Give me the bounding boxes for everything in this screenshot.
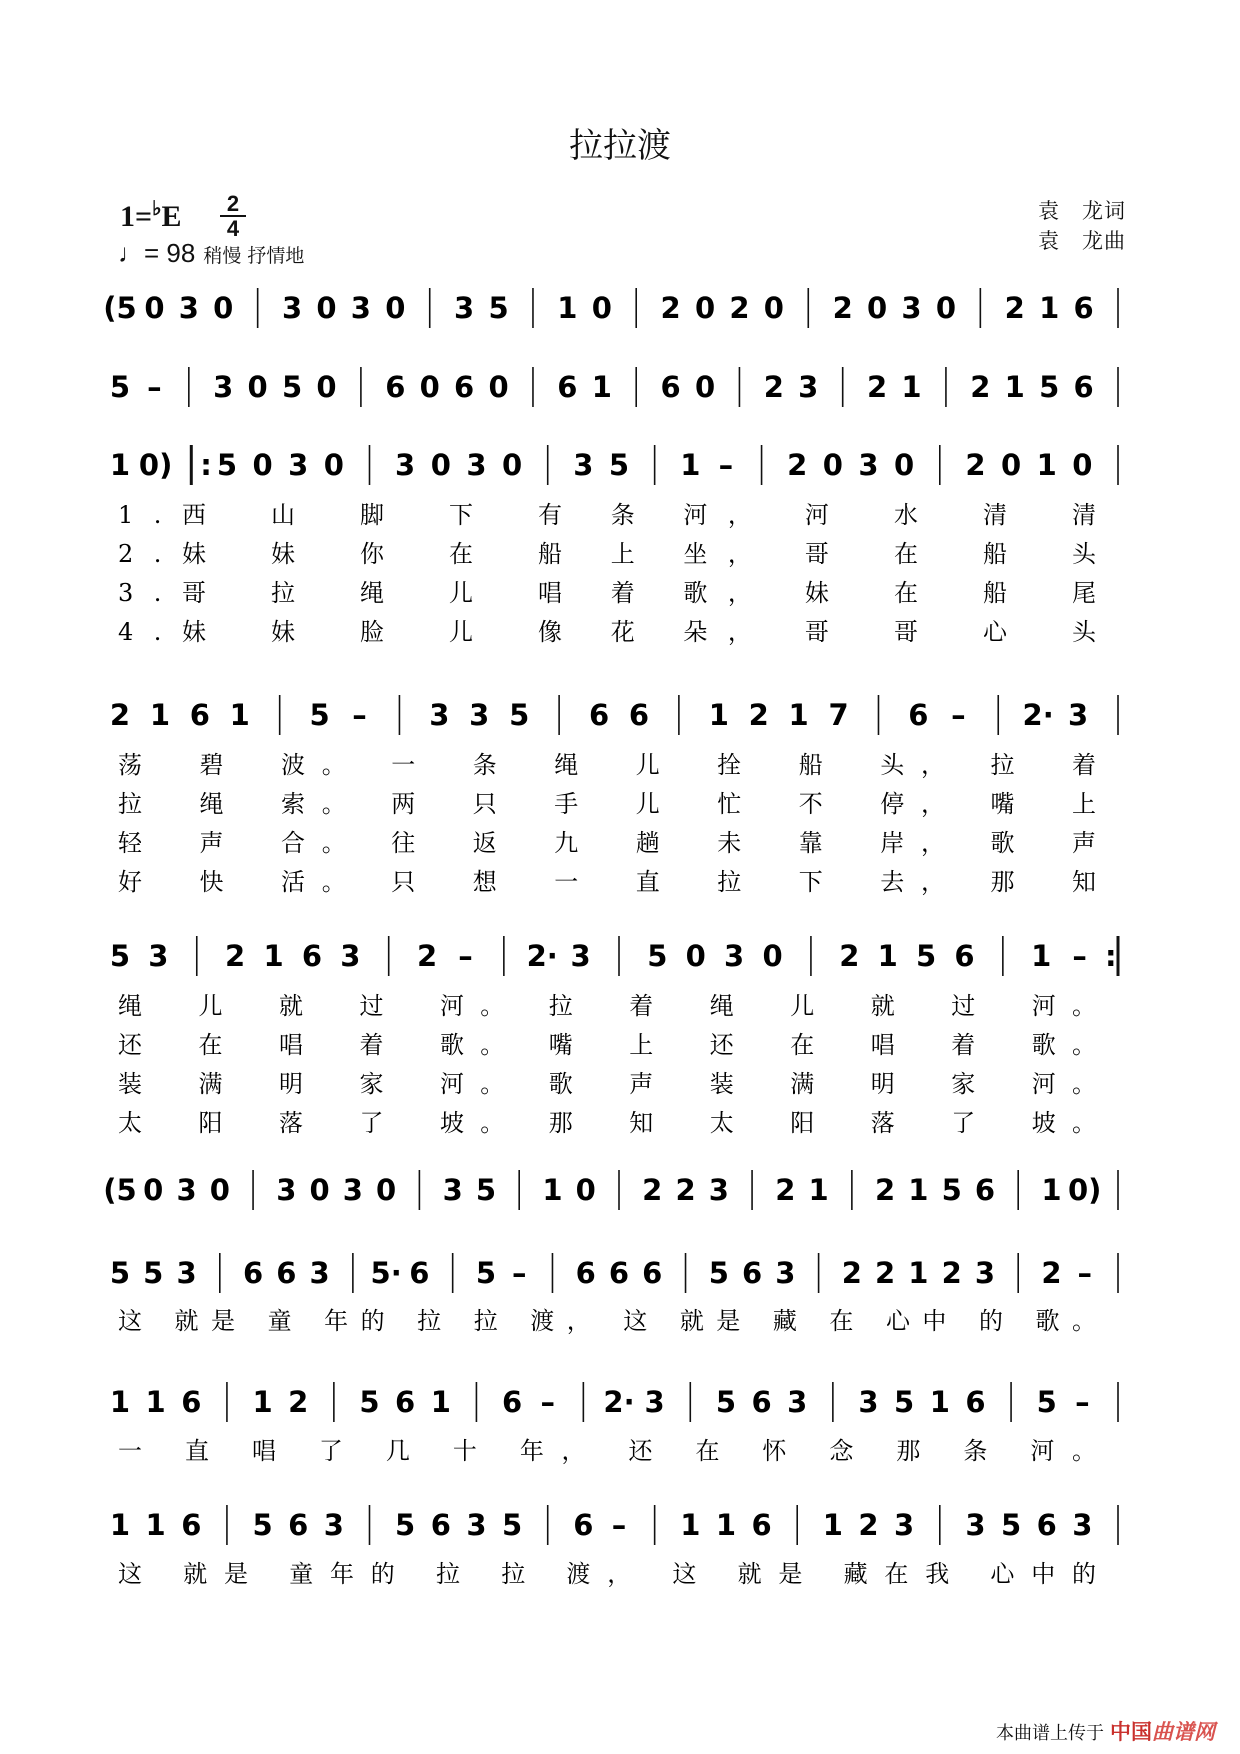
repeat-dots: : (200, 448, 212, 482)
note: 2· (1022, 698, 1054, 732)
note: 3 (429, 698, 450, 732)
note: 6 (288, 1508, 309, 1542)
note: 1 (1039, 291, 1060, 325)
note: 2 (965, 448, 986, 482)
note: 0 (1072, 448, 1093, 482)
note: 3 (340, 939, 361, 973)
note: 3 (570, 939, 591, 973)
note: 1 (145, 1385, 166, 1419)
note: 1 (109, 448, 131, 482)
note: 1 (680, 448, 701, 482)
note: 1 (557, 291, 578, 325)
note: 5 (109, 939, 131, 973)
note: 5 (488, 291, 509, 325)
time-signature-bottom: 4 (226, 216, 240, 241)
note: 5 (715, 1385, 737, 1419)
note: 0 (1000, 448, 1022, 482)
note: (5 (103, 291, 137, 325)
note: 5 (109, 1256, 131, 1290)
note: 2 (867, 370, 888, 404)
note: 3 (176, 1173, 197, 1207)
note: 5 (395, 1508, 416, 1542)
lyric-line: 拉 绳 索。 两 只 手 儿 忙 不 停， 嘴 上 (118, 790, 1096, 818)
note: 1 (149, 698, 171, 732)
note: 0 (252, 448, 273, 482)
note: 1 (145, 1508, 166, 1542)
note: 5 (1036, 1385, 1057, 1419)
lyric-line: 还 在 唱 着 歌。 嘴 上 还 在 唱 着 歌。 (118, 1031, 1096, 1059)
note: 6 (608, 1256, 630, 1290)
note: 3 (323, 1508, 344, 1542)
site-logo: 中国 (1110, 1720, 1152, 1744)
flat-icon: ♭ (152, 198, 162, 220)
note: 1 (822, 1508, 843, 1542)
note: 6 (588, 698, 610, 732)
note: – (951, 698, 966, 732)
note: 0 (385, 291, 406, 325)
note: 2 (832, 291, 853, 325)
note: 6 (573, 1508, 594, 1542)
lyric-line: 绳 儿 就 过 河。 拉 着 绳 儿 就 过 河。 (118, 992, 1096, 1020)
note: – (511, 1256, 527, 1290)
note: 0 (762, 939, 783, 973)
note: – (540, 1385, 555, 1419)
note: 1 (901, 370, 922, 404)
note: 3 (724, 939, 745, 973)
note: 6 (741, 1256, 763, 1290)
note: 6 (181, 1508, 202, 1542)
note: 2 (642, 1173, 663, 1207)
note: 6 (575, 1256, 596, 1290)
note: 5 (143, 1256, 164, 1290)
note: 5 (708, 1256, 729, 1290)
note: 3 (901, 291, 922, 325)
note: 0 (591, 291, 612, 325)
note: – (1077, 1256, 1092, 1290)
note: (5 (103, 1173, 137, 1207)
note: 5 (647, 939, 668, 973)
note: – (718, 448, 734, 482)
lyric-line: 一 直 唱 了 几 十 年， 还 在 怀 念 那 条 河。 (118, 1437, 1096, 1465)
note: 1 (715, 1508, 737, 1542)
note: 3 (775, 1256, 796, 1290)
note: 6 (409, 1256, 430, 1290)
note: 0 (213, 291, 234, 325)
note: 0 (822, 448, 843, 482)
note: 0 (694, 370, 716, 404)
note: 5 (109, 370, 131, 404)
note: 3 (350, 291, 371, 325)
note: 2 (763, 370, 784, 404)
note: 0 (575, 1173, 596, 1207)
note: 3 (213, 370, 234, 404)
note: 5 (941, 1173, 962, 1207)
note: 1 (708, 698, 729, 732)
note: 6 (395, 1385, 416, 1419)
lyric-line: 4.妹 妹 脸 儿 像 花 朵， 哥 哥 心 头 (118, 618, 1096, 646)
page-title: 拉拉渡 (569, 126, 671, 166)
note: 5 (1039, 370, 1060, 404)
note: 5 (608, 448, 630, 482)
note: 5 (359, 1385, 380, 1419)
note: 1 (1004, 370, 1025, 404)
note: 6 (660, 370, 681, 404)
note: 3 (798, 370, 819, 404)
note: 5· (370, 1256, 402, 1290)
note: 2 (775, 1173, 796, 1207)
note: – (352, 698, 367, 732)
note: 2 (858, 1508, 879, 1542)
note: 3 (965, 1508, 986, 1542)
note: 5 (281, 370, 303, 404)
repeat-dots: : (1105, 939, 1117, 973)
note: 0 (419, 370, 440, 404)
note: 0 (763, 291, 784, 325)
note: 6 (1073, 291, 1094, 325)
note: 3 (894, 1508, 915, 1542)
note: 3 (708, 1173, 729, 1207)
note: 1 (680, 1508, 701, 1542)
note: 2· (603, 1385, 635, 1419)
lyric-line: 装 满 明 家 河。 歌 声 装 满 明 家 河。 (118, 1070, 1096, 1098)
note: 6 (1036, 1508, 1057, 1542)
note: 1 (1036, 448, 1057, 482)
key-prefix: 1= (120, 200, 153, 233)
note: 6 (751, 1385, 772, 1419)
key-note: E (161, 200, 182, 233)
note: 2 (839, 939, 860, 973)
note: 5 (475, 1256, 497, 1290)
note: 1 (252, 1385, 273, 1419)
note: 0 (430, 448, 451, 482)
note: 3 (974, 1256, 996, 1290)
footer (996, 1716, 1215, 1746)
note: 3 (466, 448, 487, 482)
quarter-note-icon: ♩ (118, 238, 144, 268)
note: 1 (808, 1173, 829, 1207)
note: 5 (1000, 1508, 1022, 1542)
note: 5 (894, 1385, 915, 1419)
note: 3 (148, 939, 169, 973)
note: 0 (867, 291, 888, 325)
note: 2· (526, 939, 558, 973)
site-logo-suffix: 曲谱网 (1152, 1720, 1215, 1744)
note: 3 (644, 1385, 665, 1419)
note: 2 (875, 1256, 896, 1290)
note: 1 (542, 1173, 563, 1207)
note: 2 (109, 698, 131, 732)
note: 3 (342, 1173, 363, 1207)
note: 2 (225, 939, 246, 973)
note: 6 (965, 1385, 986, 1419)
note: 6 (189, 698, 210, 732)
note: 3 (858, 1385, 879, 1419)
note: 0) (138, 448, 173, 482)
note: 6 (276, 1256, 297, 1290)
lyric-line: 好 快 活。 只 想 一 直 拉 下 去， 那 知 (118, 868, 1096, 896)
note: 5 (509, 698, 530, 732)
note: 3 (454, 291, 475, 325)
note: 3 (469, 698, 490, 732)
note: 6 (385, 370, 406, 404)
note: 6 (242, 1256, 264, 1290)
note: 6 (181, 1385, 202, 1419)
note: 2 (660, 291, 681, 325)
note: 6 (974, 1173, 996, 1207)
note: 0 (144, 291, 165, 325)
note: 0 (894, 448, 915, 482)
note: 2 (748, 698, 769, 732)
footer-text: 本曲谱上传于 (996, 1723, 1104, 1744)
note: 3 (573, 448, 594, 482)
note: 0 (935, 291, 957, 325)
note: 6 (430, 1508, 451, 1542)
note: 0 (316, 370, 337, 404)
note: 6 (454, 370, 475, 404)
lyric-line: 轻 声 合。 往 返 九 趟 未 靠 岸， 歌 声 (118, 829, 1096, 857)
note: 2 (416, 939, 438, 973)
note: 5 (475, 1173, 497, 1207)
note: 3 (309, 1256, 330, 1290)
note: – (611, 1508, 627, 1542)
note: 0 (488, 370, 509, 404)
note: 1 (908, 1173, 929, 1207)
note: 3 (176, 1256, 197, 1290)
note: 3 (1072, 1508, 1093, 1542)
note: 3 (281, 291, 303, 325)
note: 2 (1041, 1256, 1062, 1290)
note: 0 (323, 448, 344, 482)
note: 6 (751, 1508, 772, 1542)
lyric-line: 2.妹 妹 你 在 船 上 坐， 哥 在 船 头 (118, 540, 1096, 568)
lyric-line: 这 就是 童年的 拉 拉 渡， 这 就是 藏在我 心中的 (118, 1560, 1097, 1588)
note: 1 (1031, 939, 1052, 973)
note: – (1072, 939, 1087, 973)
note: 1 (109, 1385, 131, 1419)
note: 3 (276, 1173, 297, 1207)
note: 5 (309, 698, 330, 732)
note: 1 (908, 1256, 929, 1290)
note: 6 (908, 698, 929, 732)
time-signature-top: 2 (226, 191, 240, 216)
note: 2 (288, 1385, 309, 1419)
note: 0 (309, 1173, 330, 1207)
note: 1 (877, 939, 898, 973)
note: 6 (628, 698, 650, 732)
note: 3 (858, 448, 879, 482)
composer-credit: 袁 龙曲 (1038, 229, 1126, 253)
note: 2 (787, 448, 808, 482)
note: 6 (301, 939, 323, 973)
note: 3 (442, 1173, 463, 1207)
note: 5 (915, 939, 937, 973)
note: 6 (642, 1256, 663, 1290)
note: 1 (263, 939, 284, 973)
note: 3 (787, 1385, 808, 1419)
tempo-expression: 稍慢 抒情地 (203, 245, 305, 267)
lyric-line: 这 就是 童 年的 拉 拉 渡， 这 就是 藏 在 心中 的 歌。 (118, 1307, 1096, 1335)
note: 3 (466, 1508, 487, 1542)
note: 3 (1067, 698, 1089, 732)
note: – (147, 370, 162, 404)
note: 0 (376, 1173, 397, 1207)
note: 0) (1068, 1173, 1102, 1207)
lyric-line: 荡 碧 波。 一 条 绳 儿 拴 船 头， 拉 着 (118, 751, 1096, 779)
lyric-line: 3.哥 拉 绳 儿 唱 着 歌， 妹 在 船 尾 (118, 579, 1096, 607)
note: 6 (501, 1385, 523, 1419)
note: 5 (216, 448, 238, 482)
note: 6 (954, 939, 975, 973)
note: 3 (288, 448, 309, 482)
note: 0 (685, 939, 706, 973)
tempo-value: = 98 (144, 238, 196, 268)
lyricist-credit: 袁 龙词 (1038, 199, 1126, 223)
note: 2 (729, 291, 750, 325)
note: 6 (557, 370, 578, 404)
note: 1 (1041, 1173, 1062, 1207)
note: – (458, 939, 473, 973)
note: 5 (501, 1508, 523, 1542)
note: 7 (828, 698, 849, 732)
note: 2 (841, 1256, 862, 1290)
note: 0 (247, 370, 268, 404)
note: 5 (252, 1508, 273, 1542)
note: 2 (970, 370, 991, 404)
note: 3 (395, 448, 416, 482)
note: 2 (875, 1173, 896, 1207)
note: 2 (941, 1256, 962, 1290)
note: 1 (788, 698, 809, 732)
note: 2 (1004, 291, 1025, 325)
note: 1 (109, 1508, 131, 1542)
note: 0 (316, 291, 337, 325)
note: 1 (591, 370, 612, 404)
note: 0 (209, 1173, 230, 1207)
note: 0 (143, 1173, 164, 1207)
note: 1 (229, 698, 250, 732)
note: 1 (430, 1385, 451, 1419)
note: 2 (675, 1173, 696, 1207)
note: 0 (694, 291, 716, 325)
lyric-line: 太 阳 落 了 坡。 那 知 太 阳 落 了 坡。 (118, 1109, 1096, 1137)
note: 3 (178, 291, 199, 325)
lyric-line: 1.西 山 脚 下 有 条 河， 河 水 清 清 (118, 501, 1096, 529)
note: 6 (1073, 370, 1094, 404)
note: 1 (929, 1385, 950, 1419)
note: – (1075, 1385, 1090, 1419)
note: 0 (501, 448, 523, 482)
